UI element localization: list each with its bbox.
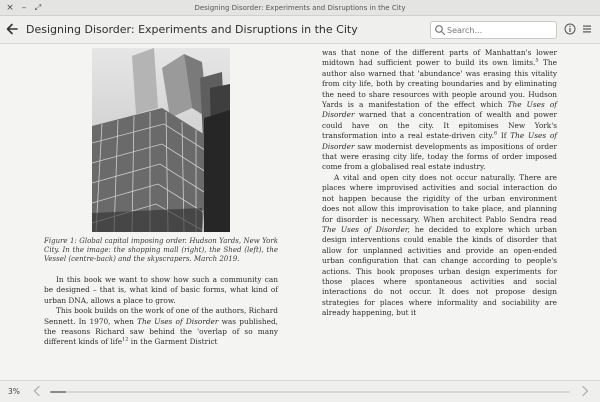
left-column	[44, 45, 278, 380]
search-field[interactable]	[430, 21, 557, 39]
book-page	[0, 45, 600, 380]
paragraph-text: warned that a concentration of wealth and power could have on the city. It epitomises New York's transformation into a real estate-driven city.	[322, 110, 557, 141]
paragraph-text: saw modernist developments as impositions of order that were erasing city life, today the forms of order imposed come from a globalised real estate industry.	[322, 141, 557, 172]
right-body-text	[322, 48, 557, 319]
info-icon	[564, 23, 576, 35]
footnote-marker[interactable]: 6	[493, 130, 498, 137]
window-titlebar	[0, 0, 600, 16]
paragraph-text: A vital and open city does not occur naturally. There are places where improvised activities and social interaction do not happen because the rigidity of the urban environment does not allow this improvisation to take place, and planning for disorder is necessary. When architect Pablo Sendra read	[322, 172, 557, 224]
info-button[interactable]	[563, 23, 577, 37]
paragraph-text: This book builds on the work of one of the authors, Richard Sennett. In 1970, when	[44, 306, 278, 326]
paragraph	[322, 173, 557, 319]
progress-percentage: 3%	[8, 387, 20, 396]
paragraph	[44, 306, 278, 348]
reading-progress-slider[interactable]	[50, 391, 570, 393]
paragraph	[322, 48, 557, 173]
paragraph-text: In this book we want to show how such a community can be designed – that is, what kind of basic forms, what kind of urban DNA, allows a place to grow.	[44, 275, 278, 305]
book-title-reference: The Uses of Disorder	[322, 131, 557, 151]
paragraph	[44, 275, 278, 306]
paragraph-text: If	[497, 131, 511, 141]
search-icon	[434, 24, 446, 36]
right-column	[322, 45, 557, 380]
paragraph-text: in the Garment District	[128, 337, 218, 347]
footnote-marker[interactable]: 5	[535, 57, 539, 64]
paragraph-text: was that none of the different parts of Manhattan's lower midtown had sufficient power to build its own limits.	[322, 48, 557, 68]
paragraph-text: was published, the reasons Richard saw behind the 'overlap of so many different kinds of life	[44, 316, 279, 347]
back-arrow-icon	[5, 22, 19, 36]
search-input[interactable]	[447, 23, 553, 37]
footnote-marker[interactable]: 12	[122, 337, 129, 343]
book-title: Designing Disorder: Experiments and Disruptions in the City	[26, 23, 358, 36]
figure-caption: Figure 1: Global capital imposing order. Hudson Yards, New York City. In the image: the shopping mall (right), the Shed (left), the Vessel (centre-back) and the skyscrapers. March 2019.	[44, 237, 278, 264]
book-title-reference: The Uses of Disorder	[137, 316, 219, 326]
next-page-button[interactable]	[578, 385, 592, 399]
chevron-right-icon	[580, 385, 590, 397]
chevron-left-icon	[32, 385, 42, 397]
minimize-window-button[interactable]: –	[21, 3, 27, 13]
back-button[interactable]	[4, 22, 20, 38]
book-title-reference: The Uses of Disorder,	[322, 224, 410, 234]
book-title-reference: The Uses of Disorder	[322, 100, 558, 120]
reader-footer	[0, 380, 600, 402]
paragraph-text: The author also warned that 'abundance' was erasing this vitality from city life, both by creating boundaries and by eliminating the need to share resources with people around you. Hudson Yards is a manifestation of the effect which	[322, 58, 557, 110]
paragraph-text: he decided to explore which urban design interventions could enable the kinds of disorder that allow for unplanned activities and provide an open-ended urban configuration that can change according to people's actions. This book proposes urban design experiments for those places where spontaneous activities and social interactions do not occur. It does not propose design strategies for places where informality and sociability are already happening, but it	[322, 224, 557, 318]
menu-button[interactable]	[580, 23, 594, 37]
previous-page-button[interactable]	[30, 385, 44, 399]
reader-header	[0, 16, 600, 44]
figure-image	[92, 48, 230, 232]
slider-fill	[50, 391, 66, 393]
close-window-button[interactable]: ×	[6, 3, 14, 13]
menu-icon	[581, 23, 593, 35]
left-body-text	[44, 275, 278, 348]
window-title: Designing Disorder: Experiments and Disruptions in the City	[194, 4, 406, 12]
maximize-window-button[interactable]: ⤢	[34, 3, 42, 12]
